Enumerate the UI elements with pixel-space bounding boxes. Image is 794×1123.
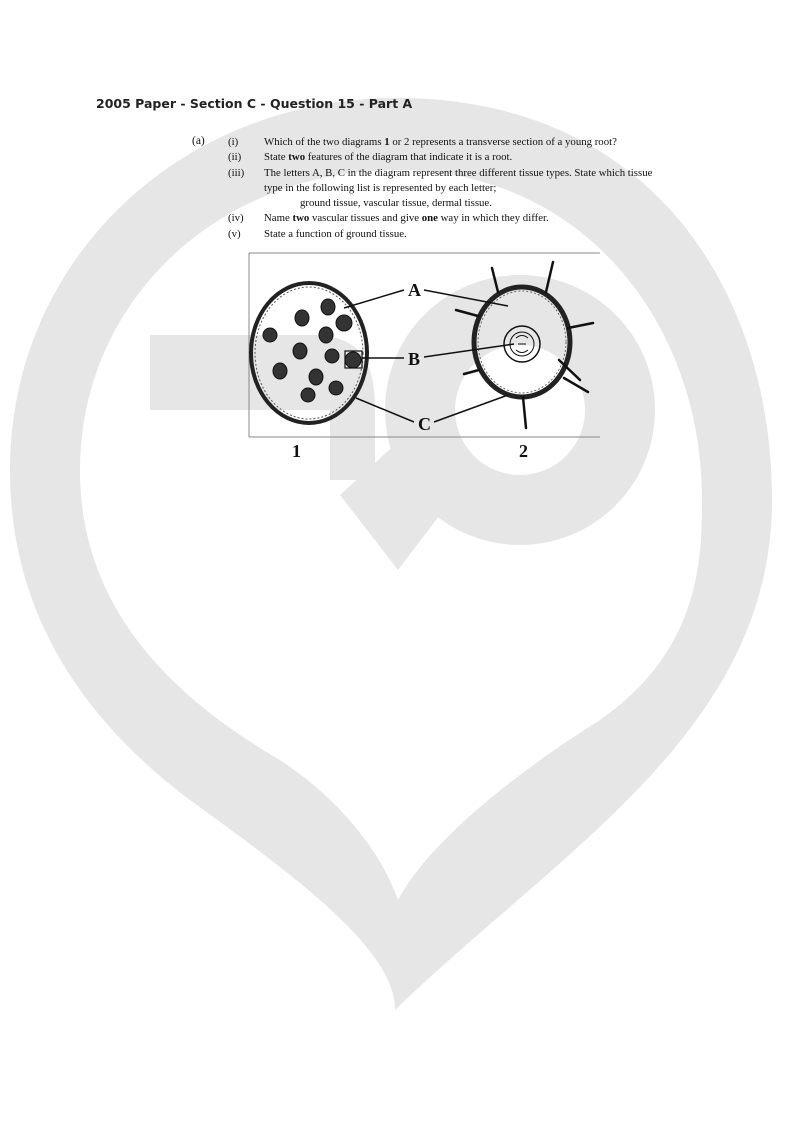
question-iii [228,166,658,212]
leader-b-2 [424,344,514,357]
label-a: A [408,280,421,300]
part-label: (a) [192,135,205,147]
question-ii [228,150,658,165]
question-number: (ii) [228,151,242,164]
diagram-2-root [456,262,593,428]
page-heading: 2005 Paper - Section C - Question 15 - Part A [96,96,413,111]
question-number: (iv) [228,212,244,225]
diagram-number-1: 1 [292,441,301,461]
tissue-list: ground tissue, vascular tissue, dermal tissue. [300,197,492,210]
question-text: State two features of the diagram that indicate it is a root. [264,151,513,164]
question-number: (i) [228,136,239,148]
question-v [228,227,658,242]
question-text: State a function of ground tissue. [264,227,407,240]
question-number: (iii) [228,166,245,179]
label-c: C [418,414,431,434]
leader-a-1 [344,290,404,308]
label-b: B [408,349,421,369]
question-list [228,135,658,242]
leader-c-2 [434,395,508,422]
tissue-diagram-figure [246,250,606,465]
question-text: The letters A, B, C in the diagram represent three different tissue types. State which tissue type in the following list is represented by each letter; ground tissue, vascular tissue, dermal tissue. [264,166,658,212]
question-text: Name two vascular tissues and give one way in which they differ. [264,212,549,225]
question-i [228,135,658,150]
question-text: Which of the two diagrams 1 or 2 represents a transverse section of a young root? [264,136,617,148]
diagram-1-stem [251,283,367,423]
diagram-number-2: 2 [519,441,528,461]
question-number: (v) [228,227,241,240]
question-iv [228,211,658,226]
leader-c-1 [356,398,414,422]
